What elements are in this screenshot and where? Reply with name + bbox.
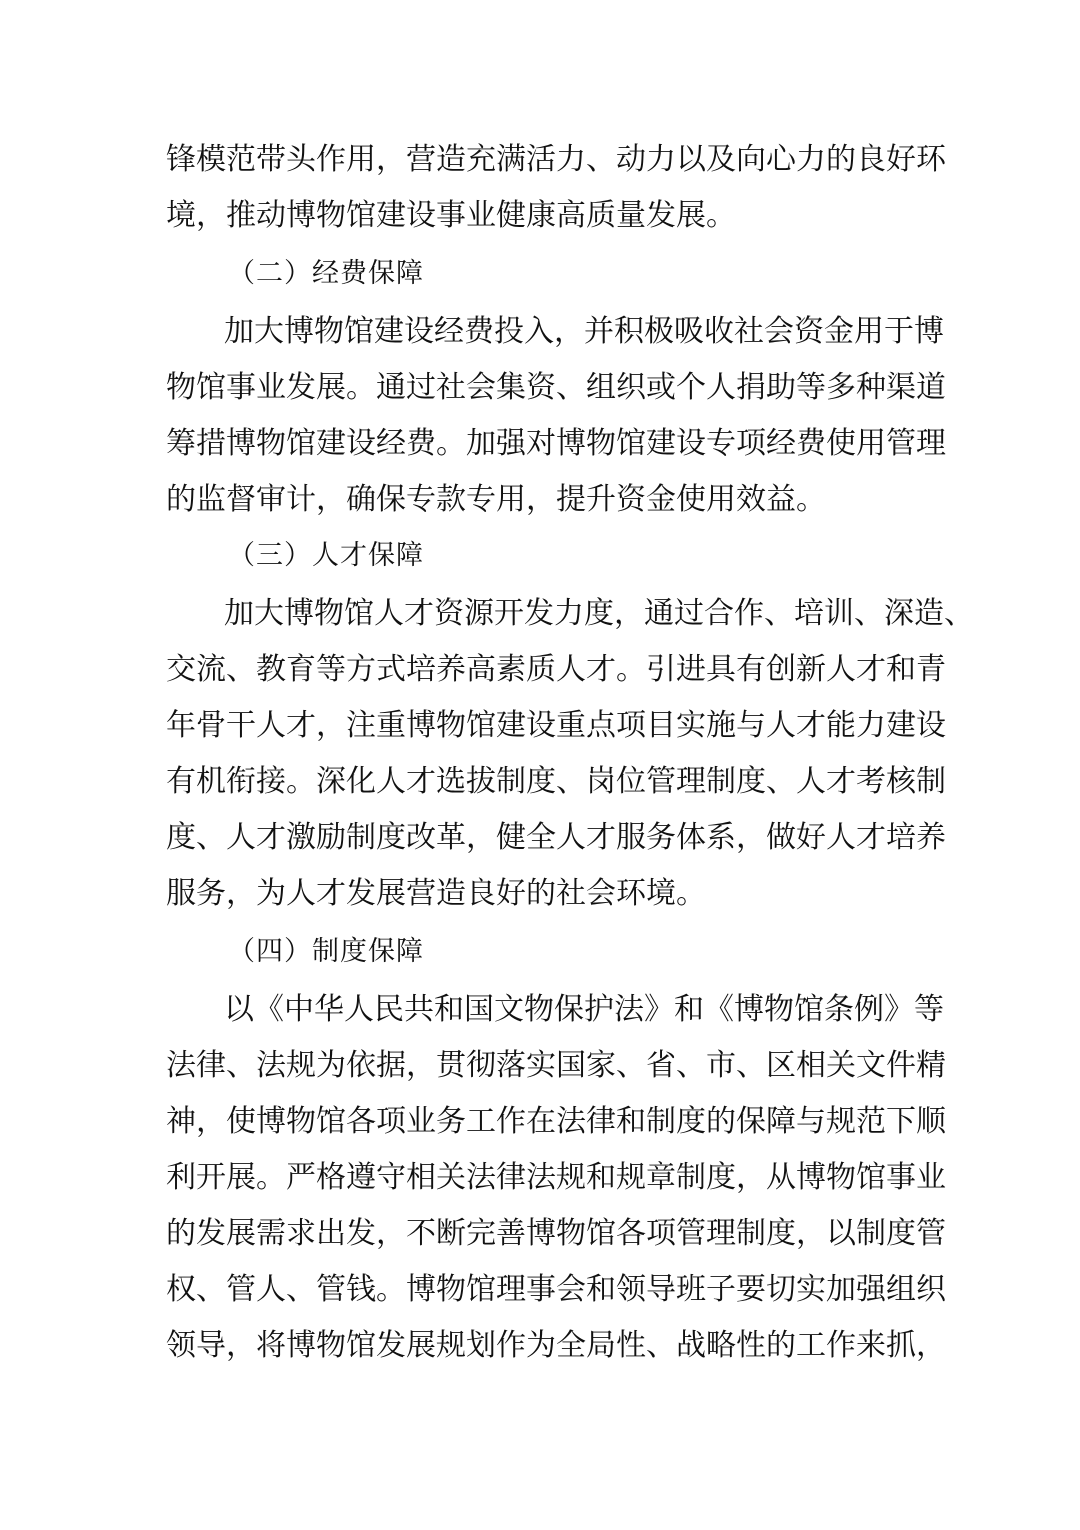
paragraph-line: 利开展。严格遵守相关法律法规和规章制度，从博物馆事业 — [166, 1160, 946, 1195]
paragraph-line: 加大博物馆建设经费投入，并积极吸收社会资金用于博 — [224, 314, 944, 349]
paragraph-line: 领导，将博物馆发展规划作为全局性、战略性的工作来抓， — [166, 1328, 946, 1363]
paragraph-line: 的发展需求出发，不断完善博物馆各项管理制度，以制度管 — [166, 1216, 946, 1251]
section-heading-talent: （三）人才保障 — [228, 540, 424, 571]
paragraph-line: 锋模范带头作用，营造充满活力、动力以及向心力的良好环 — [166, 142, 946, 177]
paragraph-line: 境，推动博物馆建设事业健康高质量发展。 — [166, 198, 736, 233]
paragraph-line: 的监督审计，确保专款专用，提升资金使用效益。 — [166, 482, 826, 517]
paragraph-line: 加大博物馆人才资源开发力度，通过合作、培训、深造、 — [224, 596, 974, 631]
paragraph-line: 物馆事业发展。通过社会集资、组织或个人捐助等多种渠道 — [166, 370, 946, 405]
paragraph-line: 筹措博物馆建设经费。加强对博物馆建设专项经费使用管理 — [166, 426, 946, 461]
paragraph-line: 有机衔接。深化人才选拔制度、岗位管理制度、人才考核制 — [166, 764, 946, 799]
section-heading-funding: （二）经费保障 — [228, 258, 424, 289]
paragraph-line: 年骨干人才，注重博物馆建设重点项目实施与人才能力建设 — [166, 708, 946, 743]
paragraph-line: 交流、教育等方式培养高素质人才。引进具有创新人才和青 — [166, 652, 946, 687]
paragraph-line: 服务，为人才发展营造良好的社会环境。 — [166, 876, 706, 911]
paragraph-line: 度、人才激励制度改革，健全人才服务体系，做好人才培养 — [166, 820, 946, 855]
paragraph-line: 权、管人、管钱。博物馆理事会和领导班子要切实加强组织 — [166, 1272, 946, 1307]
paragraph-line: 法律、法规为依据，贯彻落实国家、省、市、区相关文件精 — [166, 1048, 946, 1083]
paragraph-line: 神，使博物馆各项业务工作在法律和制度的保障与规范下顺 — [166, 1104, 946, 1139]
section-heading-system: （四）制度保障 — [228, 936, 424, 967]
paragraph-line: 以《中华人民共和国文物保护法》和《博物馆条例》等 — [224, 992, 944, 1027]
